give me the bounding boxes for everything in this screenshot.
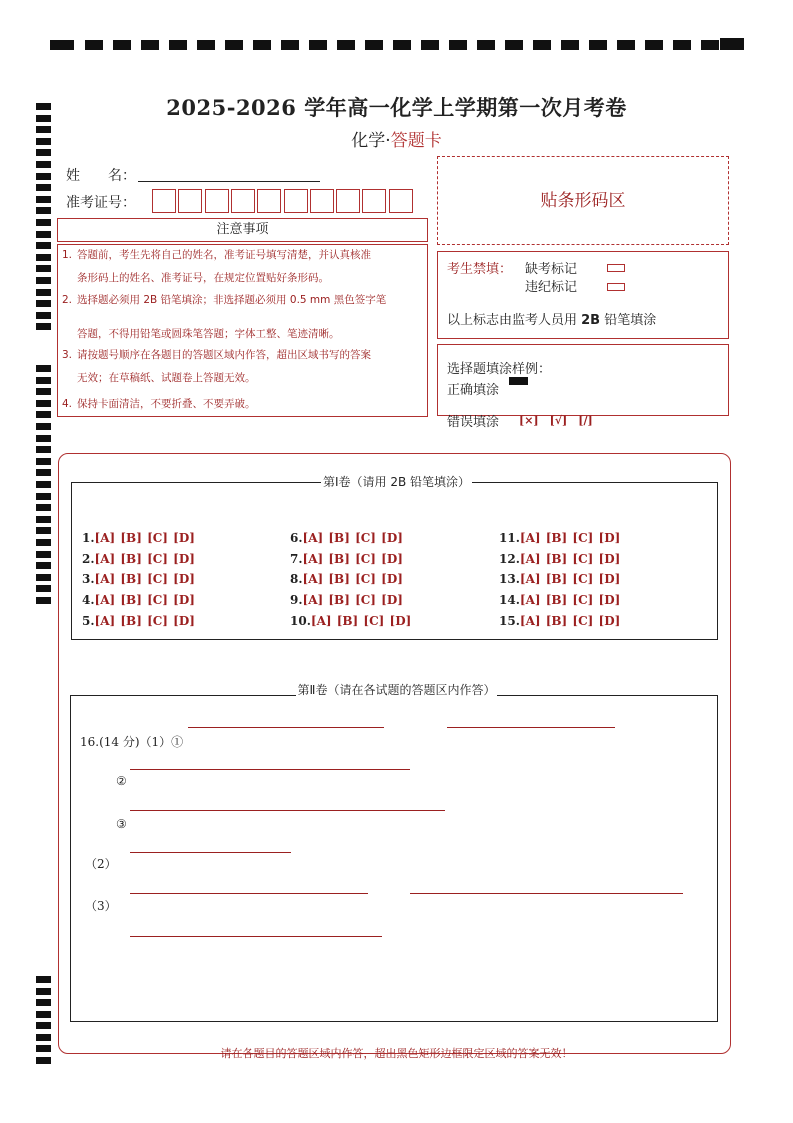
timing-mark [36, 504, 51, 511]
timing-mark [36, 539, 51, 546]
option-bubble[interactable]: [A] [94, 614, 120, 628]
name-field[interactable] [138, 181, 320, 182]
option-bubble[interactable]: [A] [310, 614, 336, 628]
exam-id-digit-box[interactable] [178, 189, 202, 213]
q16-part2: （2） [85, 857, 117, 871]
timing-mark [36, 1022, 51, 1029]
option-bubble[interactable]: [A] [519, 531, 545, 545]
page-title: 2025-2026 学年高一化学上学期第一次月考卷 [166, 95, 627, 120]
option-bubble[interactable]: [D] [598, 552, 621, 566]
option-bubble[interactable]: [D] [598, 593, 621, 607]
question-number: 6. [290, 531, 303, 545]
timing-mark [36, 323, 51, 330]
answer-line-3[interactable] [130, 810, 445, 811]
option-bubble[interactable]: [A] [94, 552, 120, 566]
timing-mark [505, 40, 523, 50]
option-bubble[interactable]: [C] [572, 572, 598, 586]
forbid-note: 以上标志由监考人员用 2B 铅笔填涂 [447, 313, 657, 328]
option-bubble[interactable]: [D] [381, 572, 403, 586]
option-bubble[interactable]: [A] [519, 593, 545, 607]
filled-bubble-sample [509, 377, 528, 385]
timing-mark [309, 40, 327, 50]
timing-mark [421, 40, 439, 50]
option-bubble[interactable]: [D] [381, 593, 403, 607]
option-bubble[interactable]: [A] [302, 572, 328, 586]
option-bubble[interactable]: [C] [147, 552, 173, 566]
q16-label: 16.(14 分)（1）① [80, 735, 184, 749]
question-row [499, 593, 621, 607]
timing-mark [169, 40, 187, 50]
question-row [499, 552, 621, 566]
question-number: 8. [290, 572, 303, 586]
example-title: 选择题填涂样例： [447, 362, 552, 377]
timing-mark [36, 551, 51, 558]
timing-mark [561, 40, 579, 50]
timing-mark [36, 597, 51, 604]
answer-line-5b[interactable] [410, 893, 683, 894]
timing-mark [36, 1011, 51, 1018]
option-bubble[interactable]: [C] [147, 593, 173, 607]
option-bubble[interactable]: [D] [389, 614, 412, 628]
section2-title: 第Ⅱ卷（请在各试题的答题区内作答） [297, 683, 496, 697]
forbid-label: 考生禁填： [447, 262, 513, 277]
question-row [499, 572, 621, 586]
option-bubble[interactable]: [B] [328, 552, 355, 566]
timing-mark [36, 585, 51, 592]
timing-mark [36, 219, 51, 226]
question-number: 3. [82, 572, 95, 586]
question-number: 7. [290, 552, 303, 566]
timing-mark [36, 516, 51, 523]
exam-id-digit-box[interactable] [231, 189, 255, 213]
timing-mark [36, 312, 51, 319]
option-bubble[interactable]: [C] [355, 552, 381, 566]
option-bubble[interactable]: [D] [173, 614, 195, 628]
timing-mark [113, 40, 131, 50]
timing-mark [477, 40, 495, 50]
timing-mark [281, 40, 299, 50]
question-row [82, 572, 196, 586]
question-number: 10. [290, 614, 311, 628]
timing-mark [141, 40, 159, 50]
option-bubble[interactable]: [A] [519, 572, 545, 586]
timing-mark [36, 527, 51, 534]
answer-line-1b[interactable] [447, 727, 615, 728]
timing-mark [36, 161, 51, 168]
option-bubble[interactable]: [C] [355, 593, 381, 607]
example-wrong-label: 错误填涂 [447, 415, 500, 430]
option-bubble[interactable]: [C] [147, 614, 173, 628]
option-bubble[interactable]: [A] [519, 552, 545, 566]
timing-mark [533, 40, 551, 50]
option-bubble[interactable]: [B] [328, 531, 355, 545]
option-bubble[interactable]: [B] [328, 593, 355, 607]
answer-line-4[interactable] [130, 852, 291, 853]
exam-id-digit-box[interactable] [362, 189, 386, 213]
q16-part3: （3） [85, 899, 117, 913]
timing-mark [337, 40, 355, 50]
timing-mark [36, 574, 51, 581]
notice-item-2: 2. 选择题必须用 2B 铅笔填涂；非选择题必须用 0.5 mm 黑色签字笔 答题，不得用铅笔或圆珠笔答题；字体工整、笔迹清晰。 [62, 294, 387, 340]
option-bubble[interactable]: [B] [120, 614, 147, 628]
option-bubble[interactable]: [B] [545, 614, 572, 628]
timing-mark [36, 289, 51, 296]
example-wrong-marks: [×] [√] [/] [519, 414, 593, 427]
answer-line-1a[interactable] [188, 727, 384, 728]
timing-mark [36, 400, 51, 407]
option-bubble[interactable]: [B] [545, 572, 572, 586]
answer-line-6[interactable] [130, 936, 382, 937]
option-bubble[interactable]: [D] [173, 572, 195, 586]
question-row [290, 593, 404, 607]
timing-mark [253, 40, 271, 50]
question-row [82, 593, 196, 607]
timing-mark [36, 493, 51, 500]
timing-mark [36, 277, 51, 284]
option-bubble[interactable]: [B] [545, 593, 572, 607]
question-number: 9. [290, 593, 303, 607]
name-label: 姓 名： [66, 168, 136, 184]
question-number: 11. [499, 531, 520, 545]
exam-id-digit-box[interactable] [205, 189, 229, 213]
timing-mark [36, 231, 51, 238]
notice-heading: 注意事项 [216, 222, 269, 237]
option-bubble[interactable]: [C] [147, 531, 173, 545]
notice-item-1: 1. 答题前，考生先将自己的姓名，准考证号填写清楚，并认真核准 条形码上的姓名、准考证号，在规定位置贴好条形码。 [62, 249, 371, 284]
example-correct-label: 正确填涂 [447, 383, 500, 398]
exam-id-digit-box[interactable] [310, 189, 334, 213]
timing-mark [701, 40, 719, 50]
question-row [82, 531, 196, 545]
option-bubble[interactable]: [A] [94, 531, 120, 545]
timing-mark [36, 196, 51, 203]
option-bubble[interactable]: [D] [598, 572, 621, 586]
option-bubble[interactable]: [B] [120, 593, 147, 607]
option-bubble[interactable]: [C] [572, 552, 598, 566]
option-bubble[interactable]: [D] [173, 531, 195, 545]
notice-item-3: 3. 请按题号顺序在各题目的答题区域内作答，超出区域书写的答案 无效；在草稿纸、试题卷上答题无效。 [62, 349, 371, 384]
timing-mark [36, 184, 51, 191]
timing-mark [36, 1034, 51, 1041]
timing-mark [617, 40, 635, 50]
option-bubble[interactable]: [D] [381, 552, 403, 566]
timing-mark [36, 423, 51, 430]
option-bubble[interactable]: [C] [363, 614, 389, 628]
exam-id-digit-box[interactable] [389, 189, 413, 213]
timing-mark [393, 40, 411, 50]
question-number: 12. [499, 552, 520, 566]
option-bubble[interactable]: [C] [355, 531, 381, 545]
option-bubble[interactable]: [D] [598, 531, 621, 545]
timing-mark [50, 40, 74, 50]
exam-id-label: 准考证号： [66, 195, 136, 211]
q16-circle-3: ③ [116, 817, 127, 831]
question-row [290, 531, 404, 545]
option-bubble[interactable]: [C] [572, 593, 598, 607]
timing-mark [36, 562, 51, 569]
timing-mark [36, 435, 51, 442]
footer-warning: 请在各题目的答题区域内作答，超出黑色矩形边框限定区域的答案无效！ [220, 1047, 573, 1060]
question-number: 14. [499, 593, 520, 607]
timing-mark [36, 365, 51, 372]
timing-mark [589, 40, 607, 50]
option-bubble[interactable]: [A] [94, 593, 120, 607]
question-number: 1. [82, 531, 95, 545]
option-bubble[interactable]: [D] [173, 552, 195, 566]
option-bubble[interactable]: [D] [381, 531, 403, 545]
option-bubble[interactable]: [A] [519, 614, 545, 628]
option-bubble[interactable]: [A] [302, 552, 328, 566]
q16-circle-2: ② [116, 774, 127, 788]
timing-mark [36, 988, 51, 995]
option-bubble[interactable]: [B] [120, 552, 147, 566]
page-subtitle: 化学·答题卡 [351, 131, 442, 151]
question-row [290, 552, 404, 566]
barcode-label: 贴条形码区 [540, 191, 626, 211]
timing-mark [36, 265, 51, 272]
question-number: 5. [82, 614, 95, 628]
answer-line-2[interactable] [130, 769, 410, 770]
timing-mark [36, 458, 51, 465]
violation-label: 违纪标记 [525, 280, 578, 295]
option-bubble[interactable]: [C] [147, 572, 173, 586]
timing-mark [645, 40, 663, 50]
option-bubble[interactable]: [D] [173, 593, 195, 607]
option-bubble[interactable]: [C] [572, 614, 598, 628]
option-bubble[interactable]: [D] [598, 614, 621, 628]
absent-label: 缺考标记 [525, 262, 578, 277]
question-row [290, 572, 404, 586]
option-bubble[interactable]: [B] [336, 614, 363, 628]
timing-mark [36, 300, 51, 307]
option-bubble[interactable]: [B] [120, 531, 147, 545]
timing-mark [197, 40, 215, 50]
option-bubble[interactable]: [B] [328, 572, 355, 586]
timing-mark [36, 976, 51, 983]
absent-mark-box[interactable] [607, 264, 625, 272]
timing-mark [36, 242, 51, 249]
question-number: 15. [499, 614, 520, 628]
timing-mark [36, 254, 51, 261]
option-bubble[interactable]: [A] [94, 572, 120, 586]
timing-mark [720, 38, 744, 50]
exam-id-digit-box[interactable] [257, 189, 281, 213]
timing-mark [36, 411, 51, 418]
exam-id-digit-box[interactable] [152, 189, 176, 213]
violation-mark-box[interactable] [607, 283, 625, 291]
question-number: 13. [499, 572, 520, 586]
question-number: 2. [82, 552, 95, 566]
timing-mark [85, 40, 103, 50]
question-row [290, 614, 412, 628]
question-number: 4. [82, 593, 95, 607]
option-bubble[interactable]: [B] [545, 531, 572, 545]
section1-title: 第Ⅰ卷（请用 2B 铅笔填涂） [322, 475, 471, 489]
timing-mark [36, 377, 51, 384]
timing-mark [673, 40, 691, 50]
question-row [499, 614, 621, 628]
timing-mark [36, 388, 51, 395]
exam-id-digit-box[interactable] [336, 189, 360, 213]
exam-id-digit-box[interactable] [284, 189, 308, 213]
option-bubble[interactable]: [C] [572, 531, 598, 545]
option-bubble[interactable]: [A] [302, 531, 328, 545]
question-row [82, 552, 196, 566]
timing-mark [36, 173, 51, 180]
option-bubble[interactable]: [C] [355, 572, 381, 586]
question-row [499, 531, 621, 545]
option-bubble[interactable]: [B] [120, 572, 147, 586]
question-row [82, 614, 196, 628]
answer-line-5a[interactable] [130, 893, 368, 894]
timing-mark [225, 40, 243, 50]
option-bubble[interactable]: [A] [302, 593, 328, 607]
timing-mark [449, 40, 467, 50]
notice-item-4: 4. 保持卡面清洁，不要折叠、不要弄破。 [62, 398, 256, 410]
timing-mark [36, 446, 51, 453]
timing-mark [36, 999, 51, 1006]
timing-mark [36, 207, 51, 214]
timing-mark [365, 40, 383, 50]
option-bubble[interactable]: [B] [545, 552, 572, 566]
